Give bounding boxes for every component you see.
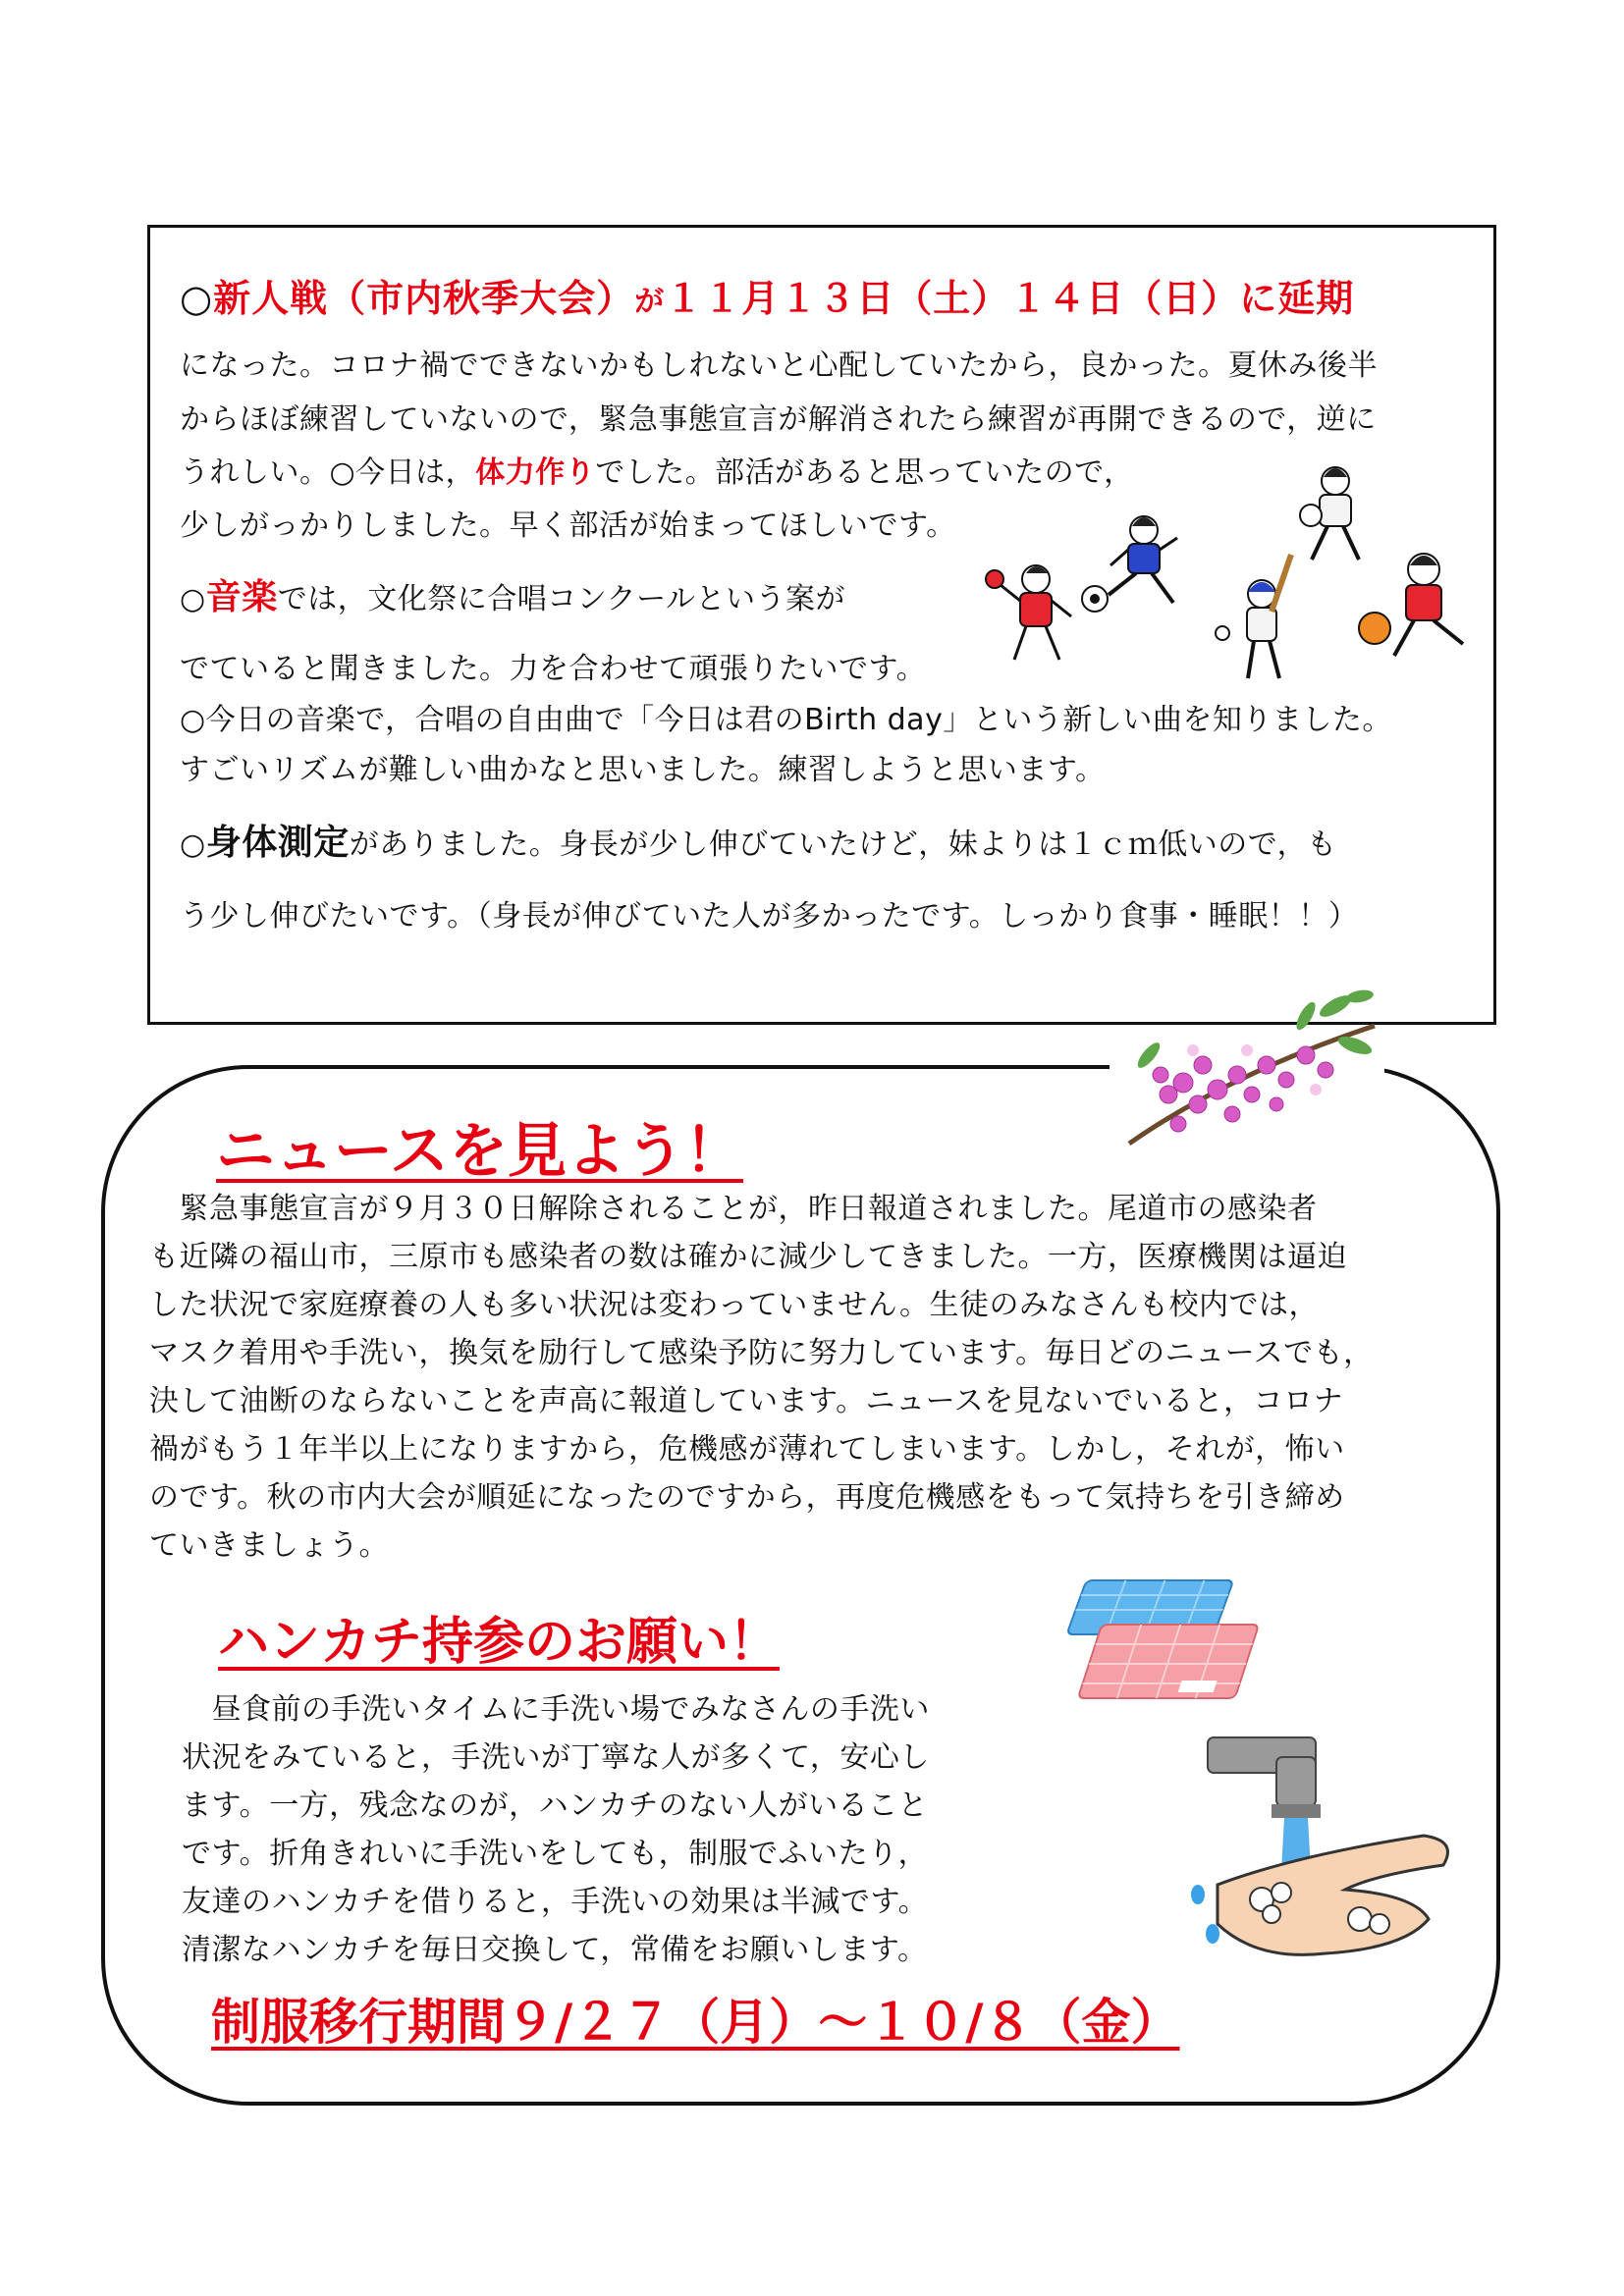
handwash-icon [1178,1728,1473,1983]
note-line: になった。コロナ禍でできないかもしれないと心配していたから，良かった。夏休み後半 [180,348,1378,383]
news-line: 緊急事態宣言が９月３０日解除されることが，昨日報道されました。尾道市の感染者 [149,1192,1318,1226]
handkerchief-line: 清潔なハンカチを毎日交換して，常備をお願いします。 [182,1933,928,1967]
sports-kids-icon [982,461,1492,707]
handkerchief-line: 昼食前の手洗いタイムに手洗い場でみなさんの手洗い [182,1692,930,1727]
news-line: マスク着用や手洗い，換気を励行して感染予防に努力しています。毎日どのニュースでも， [149,1336,1374,1370]
handkerchief-body [182,1685,930,1974]
note-line: 少しがっかりしました。早く部活が始まってほしいです。 [180,508,956,543]
news-line: 決して油断のならないことを声高に報道しています。ニュースを見ないでいると，コロナ [149,1384,1344,1418]
handkerchief-title: ハンカチ持参のお願い！ [218,1613,781,1672]
note-line: でていると聞きました。力を合わせて頑張りたいです。 [180,652,927,686]
news-line: した状況で家庭療養の人も多い状況は変わっていません。生徒のみなさんも校内では， [149,1288,1319,1322]
handkerchief-line: 状況をみていると，手洗いが丁寧な人が多くて，安心し [182,1740,930,1775]
news-body [149,1185,1374,1570]
note-line: ○今日の音楽で，合唱の自由曲で「今日は君のBirth day」という新しい曲を知りました。 [180,703,1392,737]
new-tournament-headline: ○新人戦（市内秋季大会）が１１月１３日（土）１４日（日）に延期 [180,277,1355,320]
uniform-transition-title: 制服移行期間９/２７（月）～１０/８（金） [211,1994,1180,2051]
news-line: のです。秋の市内大会が順延になったのですから，再度危機感をもって気持ちを引き締め [149,1480,1345,1515]
note-line: すごいリズムが難しい曲かなと思いました。練習しようと思います。 [180,753,1106,787]
flower-branch-icon [1110,957,1384,1163]
note-line: うれしい。○今日は，体力作りでした。部活があると思っていたので， [180,455,1134,490]
measurement-line: ○身体測定がありました。身長が少し伸びていたけど，妹よりは１ｃｍ低いので，も [180,823,1337,863]
handkerchief-line: 友達のハンカチを借りると，手洗いの効果は半減です。 [182,1885,929,1919]
handkerchief-line: です。折角きれいに手洗いをしても，制服でふいたり， [182,1837,929,1871]
news-title: ニュースを見よう！ [216,1117,743,1186]
handkerchief-line: ます。一方，残念なのが，ハンカチのない人がいること [182,1789,929,1823]
handkerchief-icon [1031,1571,1276,1737]
note-line: からほぼ練習していないので，緊急事態宣言が解消されたら練習が再開できるので，逆に [180,402,1377,437]
note-line: う少し伸びたいです。（身長が伸びていた人が多かったです。しっかり食事・睡眠！！） [180,899,1359,934]
news-line: ていきましょう。 [149,1528,389,1563]
news-line: も近隣の福山市，三原市も感染者の数は確かに減少してきました。一方，医療機関は逼迫 [149,1240,1347,1274]
news-line: 禍がもう１年半以上になりますから，危機感が薄れてしまいます。しかし，それが，怖い [149,1432,1345,1467]
music-line: ○音楽では，文化祭に合唱コンクールという案が [180,577,846,617]
